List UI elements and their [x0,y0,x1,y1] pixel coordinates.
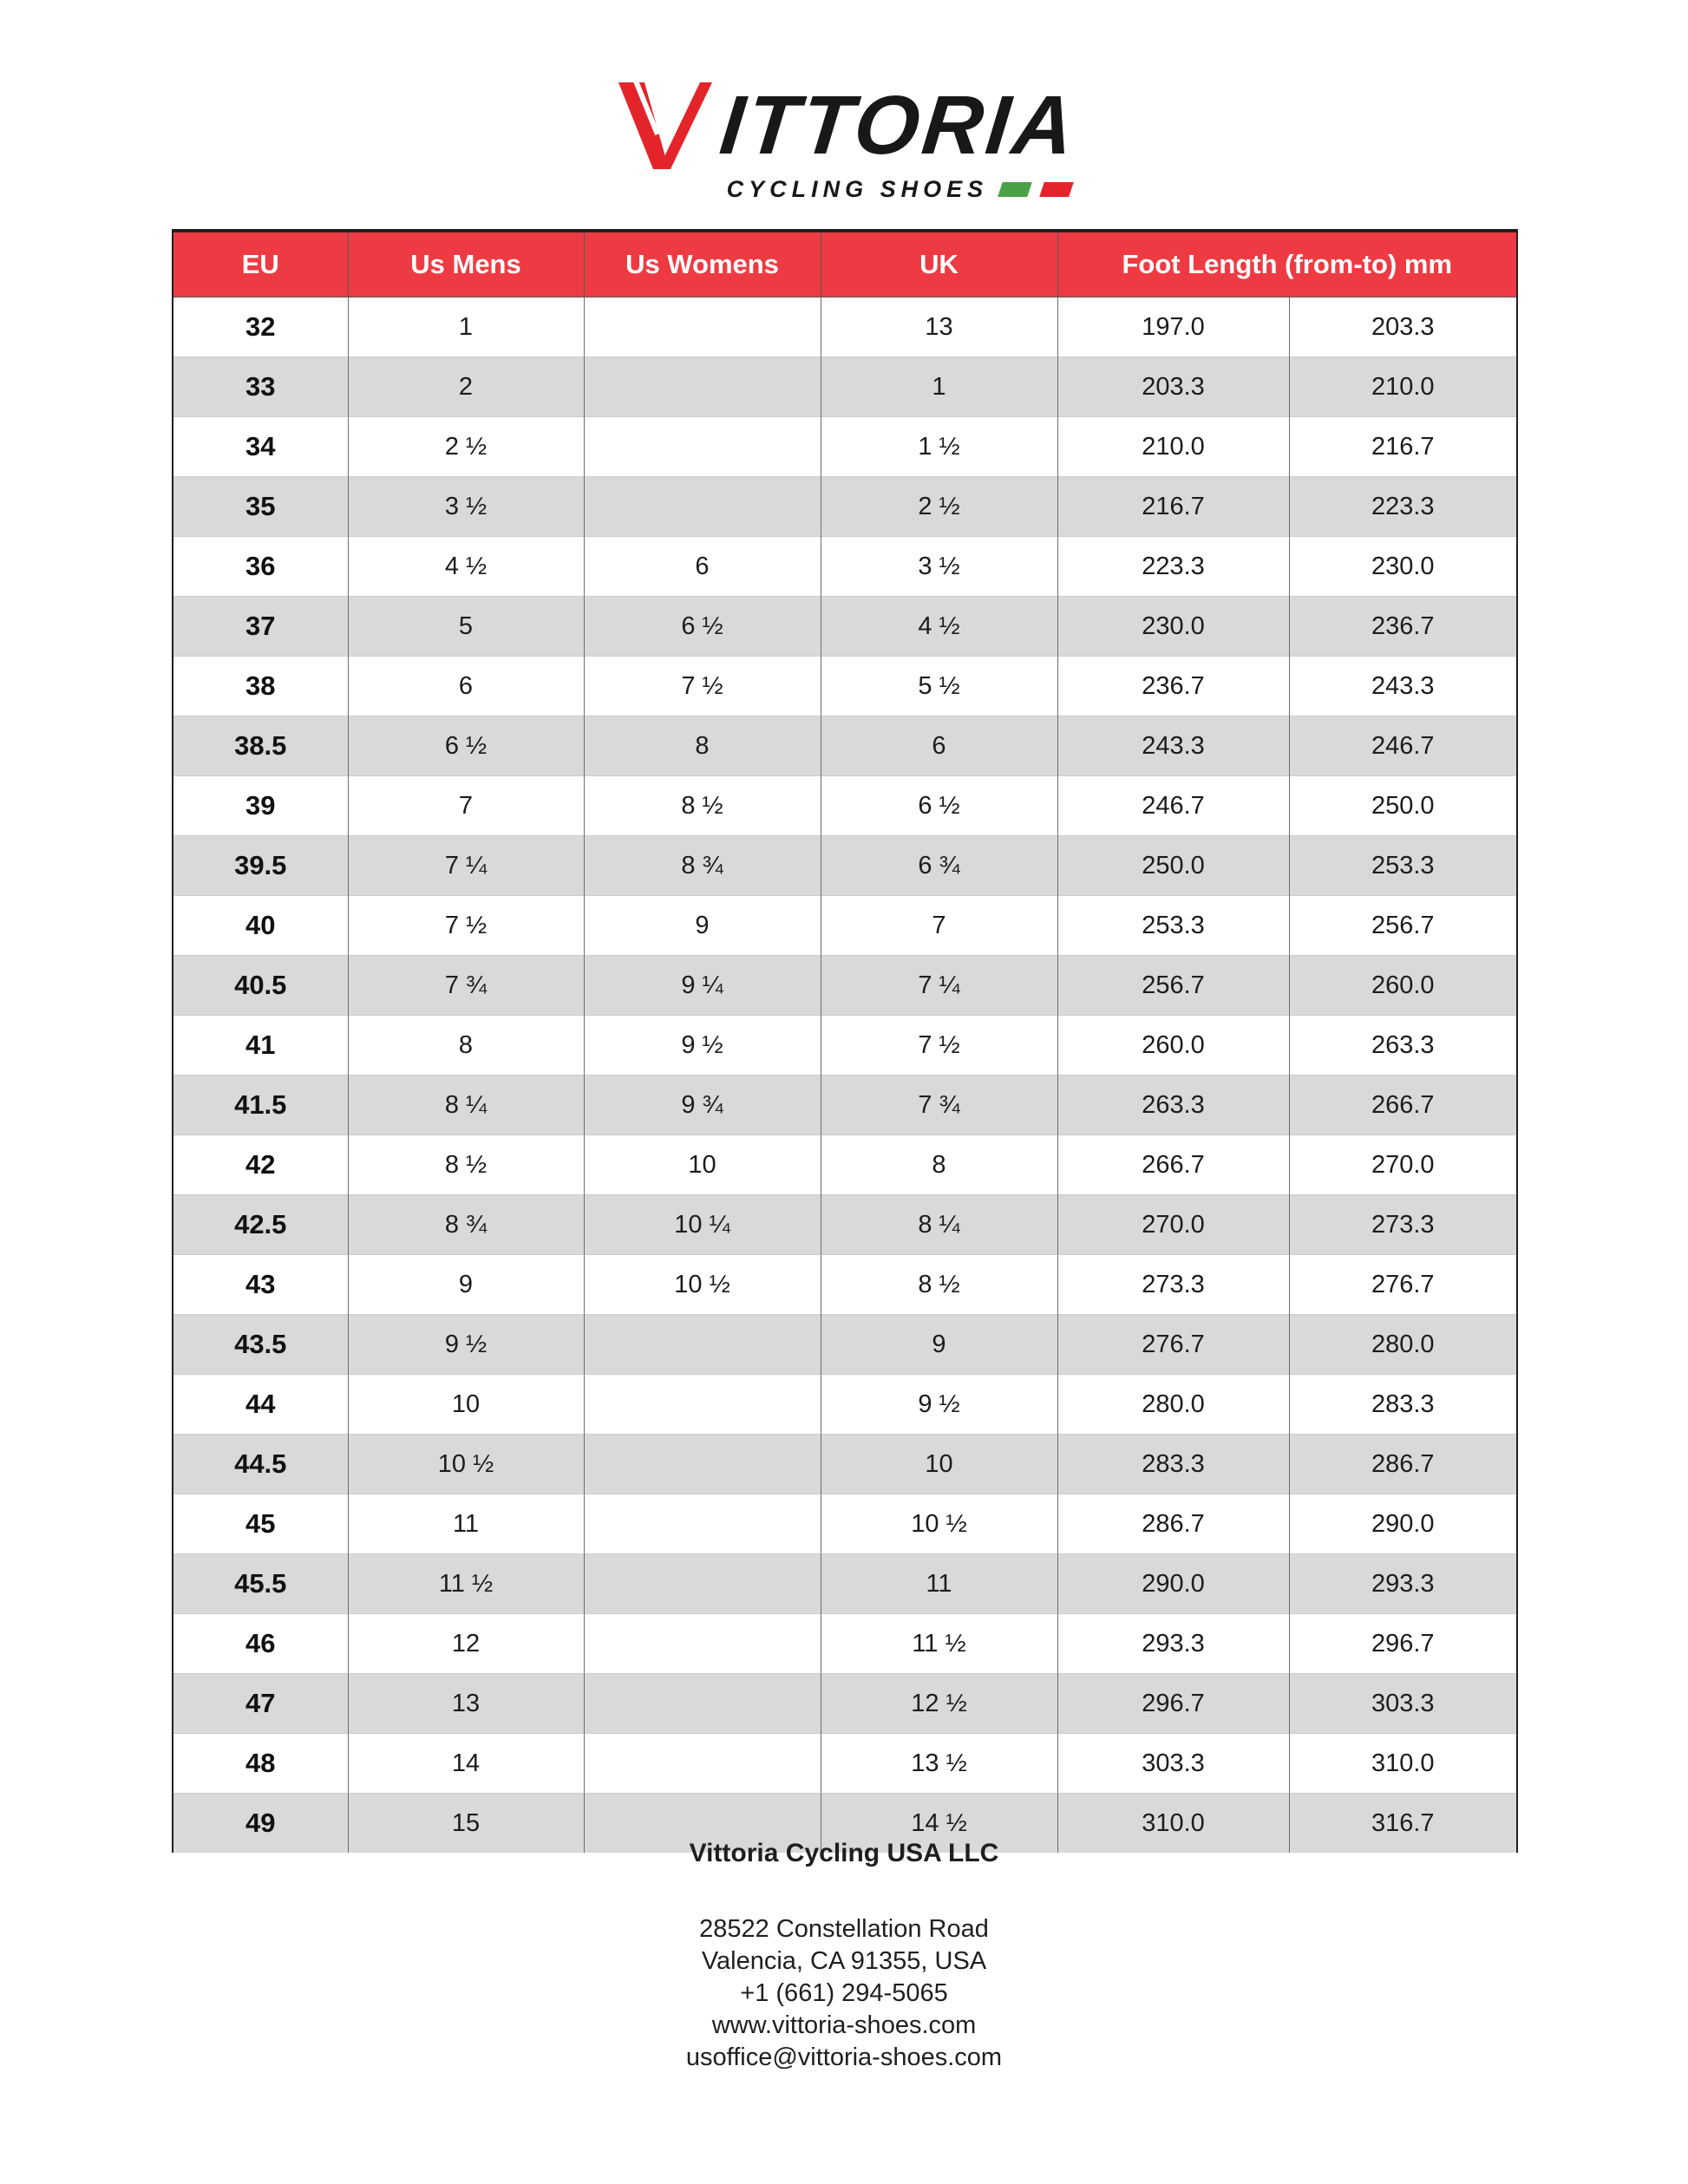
cell-us-womens [584,1614,821,1674]
italy-flag-red-icon [1039,182,1074,197]
cell-us-mens: 2 ½ [348,417,584,477]
cell-eu: 33 [173,357,348,417]
size-table-header [173,231,1517,298]
cell-foot-length-from: 286.7 [1057,1494,1289,1554]
cell-us-womens: 8 [584,716,821,776]
cell-us-mens: 4 ½ [348,537,584,597]
cell-eu: 41 [173,1016,348,1076]
cell-uk: 13 [821,298,1057,357]
cell-foot-length-from: 197.0 [1057,298,1289,357]
cell-foot-length-from: 260.0 [1057,1016,1289,1076]
cell-foot-length-from: 246.7 [1057,776,1289,836]
cell-eu: 42.5 [173,1195,348,1255]
cell-us-womens: 9 ¼ [584,956,821,1016]
brand-tagline: CYCLING SHOES [726,176,989,202]
cell-foot-length-to: 270.0 [1289,1135,1517,1195]
cell-uk: 3 ½ [821,537,1057,597]
cell-eu: 36 [173,537,348,597]
email-address: usoffice@vittoria-shoes.com [685,2043,1003,2071]
size-chart-table [172,229,1518,1853]
address-line-street: 28522 Constellation Road [699,1915,989,1943]
cell-uk: 7 ¼ [821,956,1057,1016]
cell-foot-length-to: 253.3 [1289,836,1517,896]
cell-foot-length-to: 263.3 [1289,1016,1517,1076]
cell-uk: 5 ½ [821,657,1057,716]
table-row [173,298,1517,357]
header-row [173,231,1517,298]
cell-us-womens: 9 [584,896,821,956]
table-row [173,836,1517,896]
cell-foot-length-to: 266.7 [1289,1076,1517,1135]
cell-foot-length-from: 276.7 [1057,1315,1289,1375]
cell-eu: 40 [173,896,348,956]
brand-wordmark [612,79,1082,172]
cell-us-mens: 8 ½ [348,1135,584,1195]
cell-foot-length-to: 246.7 [1289,716,1517,776]
size-table-body [173,298,1517,1854]
cell-foot-length-from: 280.0 [1057,1375,1289,1435]
table-row [173,1315,1517,1375]
cell-us-womens: 10 ¼ [584,1195,821,1255]
cell-foot-length-to: 243.3 [1289,657,1517,716]
cell-us-mens: 3 ½ [348,477,584,537]
cell-us-womens: 9 ½ [584,1016,821,1076]
cell-eu: 32 [245,311,276,342]
cell-eu: 43 [173,1255,348,1315]
cell-foot-length-from: 203.3 [1057,357,1289,417]
brand-logo [0,79,1688,203]
cell-foot-length-to: 310.0 [1289,1734,1517,1794]
header-us-womens: Us Womens [584,231,821,298]
cell-foot-length-to: 256.7 [1289,896,1517,956]
brand-logo-inner [612,79,1082,203]
cell-us-mens: 10 ½ [348,1435,584,1494]
cell-uk: 6 ¾ [821,836,1057,896]
cell-foot-length-to: 260.0 [1289,956,1517,1016]
company-name: Vittoria Cycling USA LLC [689,1839,999,1867]
cell-uk: 11 ½ [821,1614,1057,1674]
cell-eu: 38 [173,657,348,716]
table-row [173,716,1517,776]
cell-us-mens: 6 [348,657,584,716]
cell-foot-length-to: 303.3 [1289,1674,1517,1734]
cell-foot-length-to: 230.0 [1289,537,1517,597]
table-row [173,357,1517,417]
cell-foot-length-from: 236.7 [1057,657,1289,716]
cell-us-womens [584,1674,821,1734]
cell-uk: 2 ½ [821,477,1057,537]
cell-foot-length-to: 283.3 [1289,1375,1517,1435]
cell-us-mens: 1 [348,298,584,357]
brand-tagline-row [612,176,1076,203]
table-row [173,1614,1517,1674]
cell-foot-length-to: 280.0 [1289,1315,1517,1375]
table-row [173,1554,1517,1614]
table-row [173,1016,1517,1076]
cell-uk: 7 ¾ [821,1076,1057,1135]
cell-foot-length-to: 296.7 [1289,1614,1517,1674]
cell-foot-length-from: 270.0 [1057,1195,1289,1255]
table-row [173,1435,1517,1494]
cell-foot-length-to: 276.7 [1289,1255,1517,1315]
cell-us-womens: 9 ¾ [584,1076,821,1135]
cell-uk: 6 [821,716,1057,776]
table-row [173,1135,1517,1195]
cell-uk: 9 ½ [821,1375,1057,1435]
cell-uk: 9 [821,1315,1057,1375]
cell-us-mens: 11 [348,1494,584,1554]
cell-us-mens: 7 ¼ [348,836,584,896]
cell-us-womens [584,298,821,357]
cell-foot-length-from: 303.3 [1057,1734,1289,1794]
cell-foot-length-from: 230.0 [1057,597,1289,657]
cell-foot-length-from: 250.0 [1057,836,1289,896]
cell-us-mens: 7 ½ [348,896,584,956]
cell-foot-length-to: 216.7 [1289,417,1517,477]
cell-us-womens [584,1435,821,1494]
cell-foot-length-from: 253.3 [1057,896,1289,956]
cell-foot-length-from: 296.7 [1057,1674,1289,1734]
cell-us-womens: 8 ¾ [584,836,821,896]
cell-us-womens [584,1734,821,1794]
header-uk: UK [821,231,1057,298]
cell-us-mens: 5 [348,597,584,657]
table-row [173,1674,1517,1734]
cell-foot-length-to: 236.7 [1289,597,1517,657]
cell-foot-length-to: 210.0 [1289,357,1517,417]
cell-us-womens: 10 [584,1135,821,1195]
cell-foot-length-from: 263.3 [1057,1076,1289,1135]
cell-foot-length-from: 310.0 [1057,1794,1289,1854]
cell-us-womens [584,1554,821,1614]
cell-eu: 42 [173,1135,348,1195]
cell-uk: 12 ½ [821,1674,1057,1734]
cell-uk: 10 ½ [821,1494,1057,1554]
cell-eu: 45 [173,1494,348,1554]
cell-foot-length-to: 273.3 [1289,1195,1517,1255]
cell-foot-length-from: 290.0 [1057,1554,1289,1614]
cell-foot-length-from: 256.7 [1057,956,1289,1016]
cell-eu: 35 [173,477,348,537]
cell-uk: 11 [821,1554,1057,1614]
cell-eu: 48 [173,1734,348,1794]
table-row [173,597,1517,657]
address-line-city: Valencia, CA 91355, USA [701,1947,987,1975]
cell-us-mens: 15 [348,1794,584,1854]
cell-uk: 1 ½ [821,417,1057,477]
cell-us-womens: 7 ½ [584,657,821,716]
cell-us-womens [584,417,821,477]
cell-eu: 40.5 [173,956,348,1016]
cell-foot-length-from: 283.3 [1057,1435,1289,1494]
contact-footer [0,1839,1688,2074]
table-row [173,896,1517,956]
cell-foot-length-to: 316.7 [1289,1794,1517,1854]
cell-eu: 34 [173,417,348,477]
cell-us-mens: 9 [348,1255,584,1315]
cell-us-mens: 12 [348,1614,584,1674]
cell-eu: 46 [173,1614,348,1674]
cell-eu: 43.5 [173,1315,348,1375]
cell-us-mens: 9 ½ [348,1315,584,1375]
cell-foot-length-from: 266.7 [1057,1135,1289,1195]
table-row [173,477,1517,537]
cell-us-womens [584,1375,821,1435]
cell-foot-length-to: 293.3 [1289,1554,1517,1614]
cell-us-mens: 2 [348,357,584,417]
cell-eu: 45.5 [173,1554,348,1614]
cell-uk: 1 [821,357,1057,417]
cell-us-mens: 10 [348,1375,584,1435]
cell-foot-length-from: 243.3 [1057,716,1289,776]
table-row [173,1255,1517,1315]
cell-foot-length-from: 210.0 [1057,417,1289,477]
cell-us-womens: 6 [584,537,821,597]
website-url: www.vittoria-shoes.com [711,2011,977,2039]
cell-us-mens: 11 ½ [348,1554,584,1614]
table-row [173,657,1517,716]
cell-eu: 39.5 [173,836,348,896]
table-row [173,1494,1517,1554]
table-row [173,1375,1517,1435]
cell-uk: 8 ½ [821,1255,1057,1315]
cell-eu: 47 [173,1674,348,1734]
italy-flag-green-icon [998,182,1032,197]
cell-us-mens: 7 [348,776,584,836]
cell-eu: 49 [173,1794,348,1854]
header-us-mens: Us Mens [348,231,584,298]
cell-eu: 39 [173,776,348,836]
cell-us-mens: 8 [348,1016,584,1076]
cell-us-womens [584,1315,821,1375]
cell-us-womens: 6 ½ [584,597,821,657]
cell-foot-length-from: 273.3 [1057,1255,1289,1315]
cell-foot-length-to: 223.3 [1289,477,1517,537]
cell-eu: 38.5 [173,716,348,776]
cell-uk: 6 ½ [821,776,1057,836]
vittoria-v-icon [612,82,719,169]
cell-eu: 41.5 [173,1076,348,1135]
header-eu: EU [173,231,348,298]
cell-us-womens: 8 ½ [584,776,821,836]
table-row [173,776,1517,836]
table-row [173,956,1517,1016]
cell-uk: 14 ½ [821,1794,1057,1854]
cell-uk: 8 ¼ [821,1195,1057,1255]
brand-name-text: ITTORIA [716,79,1082,172]
cell-foot-length-to: 290.0 [1289,1494,1517,1554]
cell-us-mens: 7 ¾ [348,956,584,1016]
cell-eu: 44.5 [173,1435,348,1494]
phone-number: +1 (661) 294-5065 [740,1979,948,2007]
cell-eu: 37 [173,597,348,657]
cell-eu: 44 [173,1375,348,1435]
table-row [173,1734,1517,1794]
cell-us-womens: 10 ½ [584,1255,821,1315]
cell-foot-length-to: 203.3 [1289,298,1517,357]
cell-us-womens [584,477,821,537]
table-row [173,1076,1517,1135]
cell-uk: 4 ½ [821,597,1057,657]
cell-us-mens: 8 ¼ [348,1076,584,1135]
table-row [173,417,1517,477]
cell-us-mens: 6 ½ [348,716,584,776]
cell-uk: 7 ½ [821,1016,1057,1076]
cell-us-womens [584,357,821,417]
cell-uk: 8 [821,1135,1057,1195]
cell-us-mens: 8 ¾ [348,1195,584,1255]
cell-foot-length-from: 293.3 [1057,1614,1289,1674]
cell-foot-length-from: 223.3 [1057,537,1289,597]
cell-uk: 7 [821,896,1057,956]
cell-us-mens: 13 [348,1674,584,1734]
cell-foot-length-to: 286.7 [1289,1435,1517,1494]
header-foot-length: Foot Length (from-to) mm [1057,231,1517,298]
cell-us-womens [584,1494,821,1554]
cell-foot-length-from: 216.7 [1057,477,1289,537]
table-row [173,1195,1517,1255]
cell-uk: 13 ½ [821,1734,1057,1794]
table-row [173,537,1517,597]
cell-foot-length-to: 250.0 [1289,776,1517,836]
cell-uk: 10 [821,1435,1057,1494]
cell-us-mens: 14 [348,1734,584,1794]
